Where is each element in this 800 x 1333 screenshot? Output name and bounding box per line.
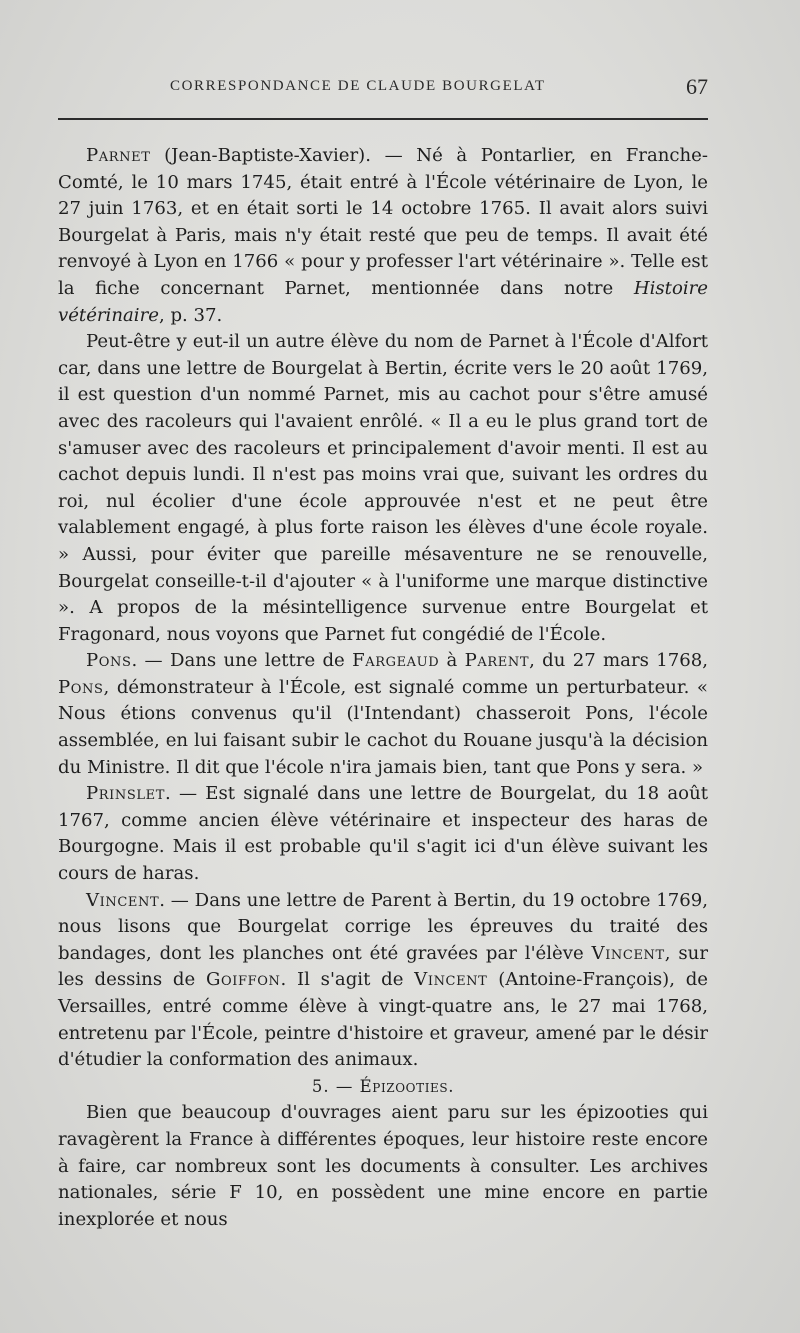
page-body	[58, 143, 708, 1233]
running-title: CORRESPONDANCE DE CLAUDE BOURGELAT	[170, 78, 546, 94]
paragraph-epizooties: Bien que beaucoup d'ouvrages aient paru sur les épizooties qui ravagèrent la France à différentes époques, leur histoire reste encore à faire, car nombreux sont les documents à consulter. Les archives nationales, série F 10, en possèdent une mine encore en partie inexplorée et nous	[58, 1102, 708, 1230]
paragraph-pons	[58, 648, 708, 781]
person-name: Goiffon	[205, 969, 281, 991]
person-name: Vincent	[591, 942, 665, 964]
entry-name: Pons	[86, 650, 132, 672]
paragraph-text: (Antoine-François), de Versailles, entré comme élève à vingt-quatre ans, le 27 mai 1768, entretenu par l'École, peintre d'histoire et graveur, amené par le désir d'étudier la conformation des animaux.	[58, 969, 708, 1071]
paragraph-vincent	[58, 888, 708, 1074]
paragraph-prinslet	[58, 781, 708, 887]
person-name: Vincent	[414, 969, 488, 991]
paragraph-parnet-2: Peut-être y eut-il un autre élève du nom de Parnet à l'École d'Alfort car, dans une lettre de Bourgelat à Bertin, écrite vers le 20 août 1769, il est question d'un nommé Parnet, mis au cachot pour s'être amusé avec des racoleurs qui l'avaient enrôlé. « Il a eu le plus grand tort de s'amuser avec des racoleurs et principalement d'avoir menti. Il est au cachot depuis lundi. Il n'est pas moins vrai que, suivant les ordres du roi, nul écolier d'une école approuvée n'est et ne peut être valablement engagé, à plus forte raison les élèves d'une école royale. » Aussi, pour éviter que pareille mésaventure ne se renouvelle, Bourgelat conseille-t-il d'ajouter « à l'uniforme une marque distinctive ». A propos de la mésintelligence survenue entre Bourgelat et Fragonard, nous voyons que Parnet fut congédié de l'École.	[58, 331, 708, 645]
paragraph-text: . — Dans une lettre de Parent à Bertin, du 19 octobre 1769, nous lisons que Bourgelat corrige les épreuves du traité des bandages, dont les planches ont été gravées par l'élève	[58, 889, 708, 964]
section-number: 5. —	[311, 1076, 360, 1096]
paragraph-text: , du 27 mars 1768,	[529, 650, 708, 672]
paragraph-parnet	[58, 143, 708, 329]
section-heading	[58, 1074, 708, 1101]
paragraph-text: à	[439, 650, 465, 672]
header-rule	[58, 118, 708, 120]
person-name: Pons	[58, 676, 104, 698]
paragraph-text: . — Est signalé dans une lettre de Bourgelat, du 18 août 1767, comme ancien élève vétérinaire et inspecteur des haras de Bourgogne. Mais il est probable qu'il s'agit ici d'un élève suivant les cours de haras.	[58, 783, 708, 885]
entry-name: Prinslet	[86, 783, 165, 805]
italic-title: Histoire vétérinaire	[58, 277, 708, 326]
paragraph-text: , p. 37.	[158, 304, 223, 326]
person-name: Parent	[464, 650, 530, 672]
page-number: 67	[686, 74, 708, 99]
section-title: Épizooties.	[359, 1076, 455, 1096]
person-name: Fargeaud	[352, 650, 440, 672]
entry-name: Parnet	[86, 145, 151, 166]
entry-name: Vincent	[86, 889, 160, 911]
paragraph-text: , démonstrateur à l'École, est signalé comme un perturbateur. « Nous étions convenus qu'il (l'Intendant) chasseroit Pons, l'école assemblée, en lui faisant subir le cachot du Rouane jusqu'à la décision du Ministre. Il dit que l'école n'ira jamais bien, tant que Pons y sera. »	[58, 676, 708, 778]
paragraph-text: (Jean-Baptiste-Xavier). — Né à Pontarlier, en Franche-Comté, le 10 mars 1745, était entré à l'École vétérinaire de Lyon, le 27 juin 1763, et en était sorti le 14 octobre 1765. Il avait alors suivi Bourgelat à Paris, mais n'y était resté que peu de temps. Il avait été renvoyé à Lyon en 1766 « pour y professer l'art vétérinaire ». Telle est la fiche concernant Parnet, mentionnée dans notre	[58, 145, 708, 299]
paragraph-text: . — Dans une lettre de	[131, 650, 353, 672]
paragraph-text: , sur les dessins de	[58, 942, 708, 991]
paragraph-text: . Il s'agit de	[280, 969, 415, 991]
